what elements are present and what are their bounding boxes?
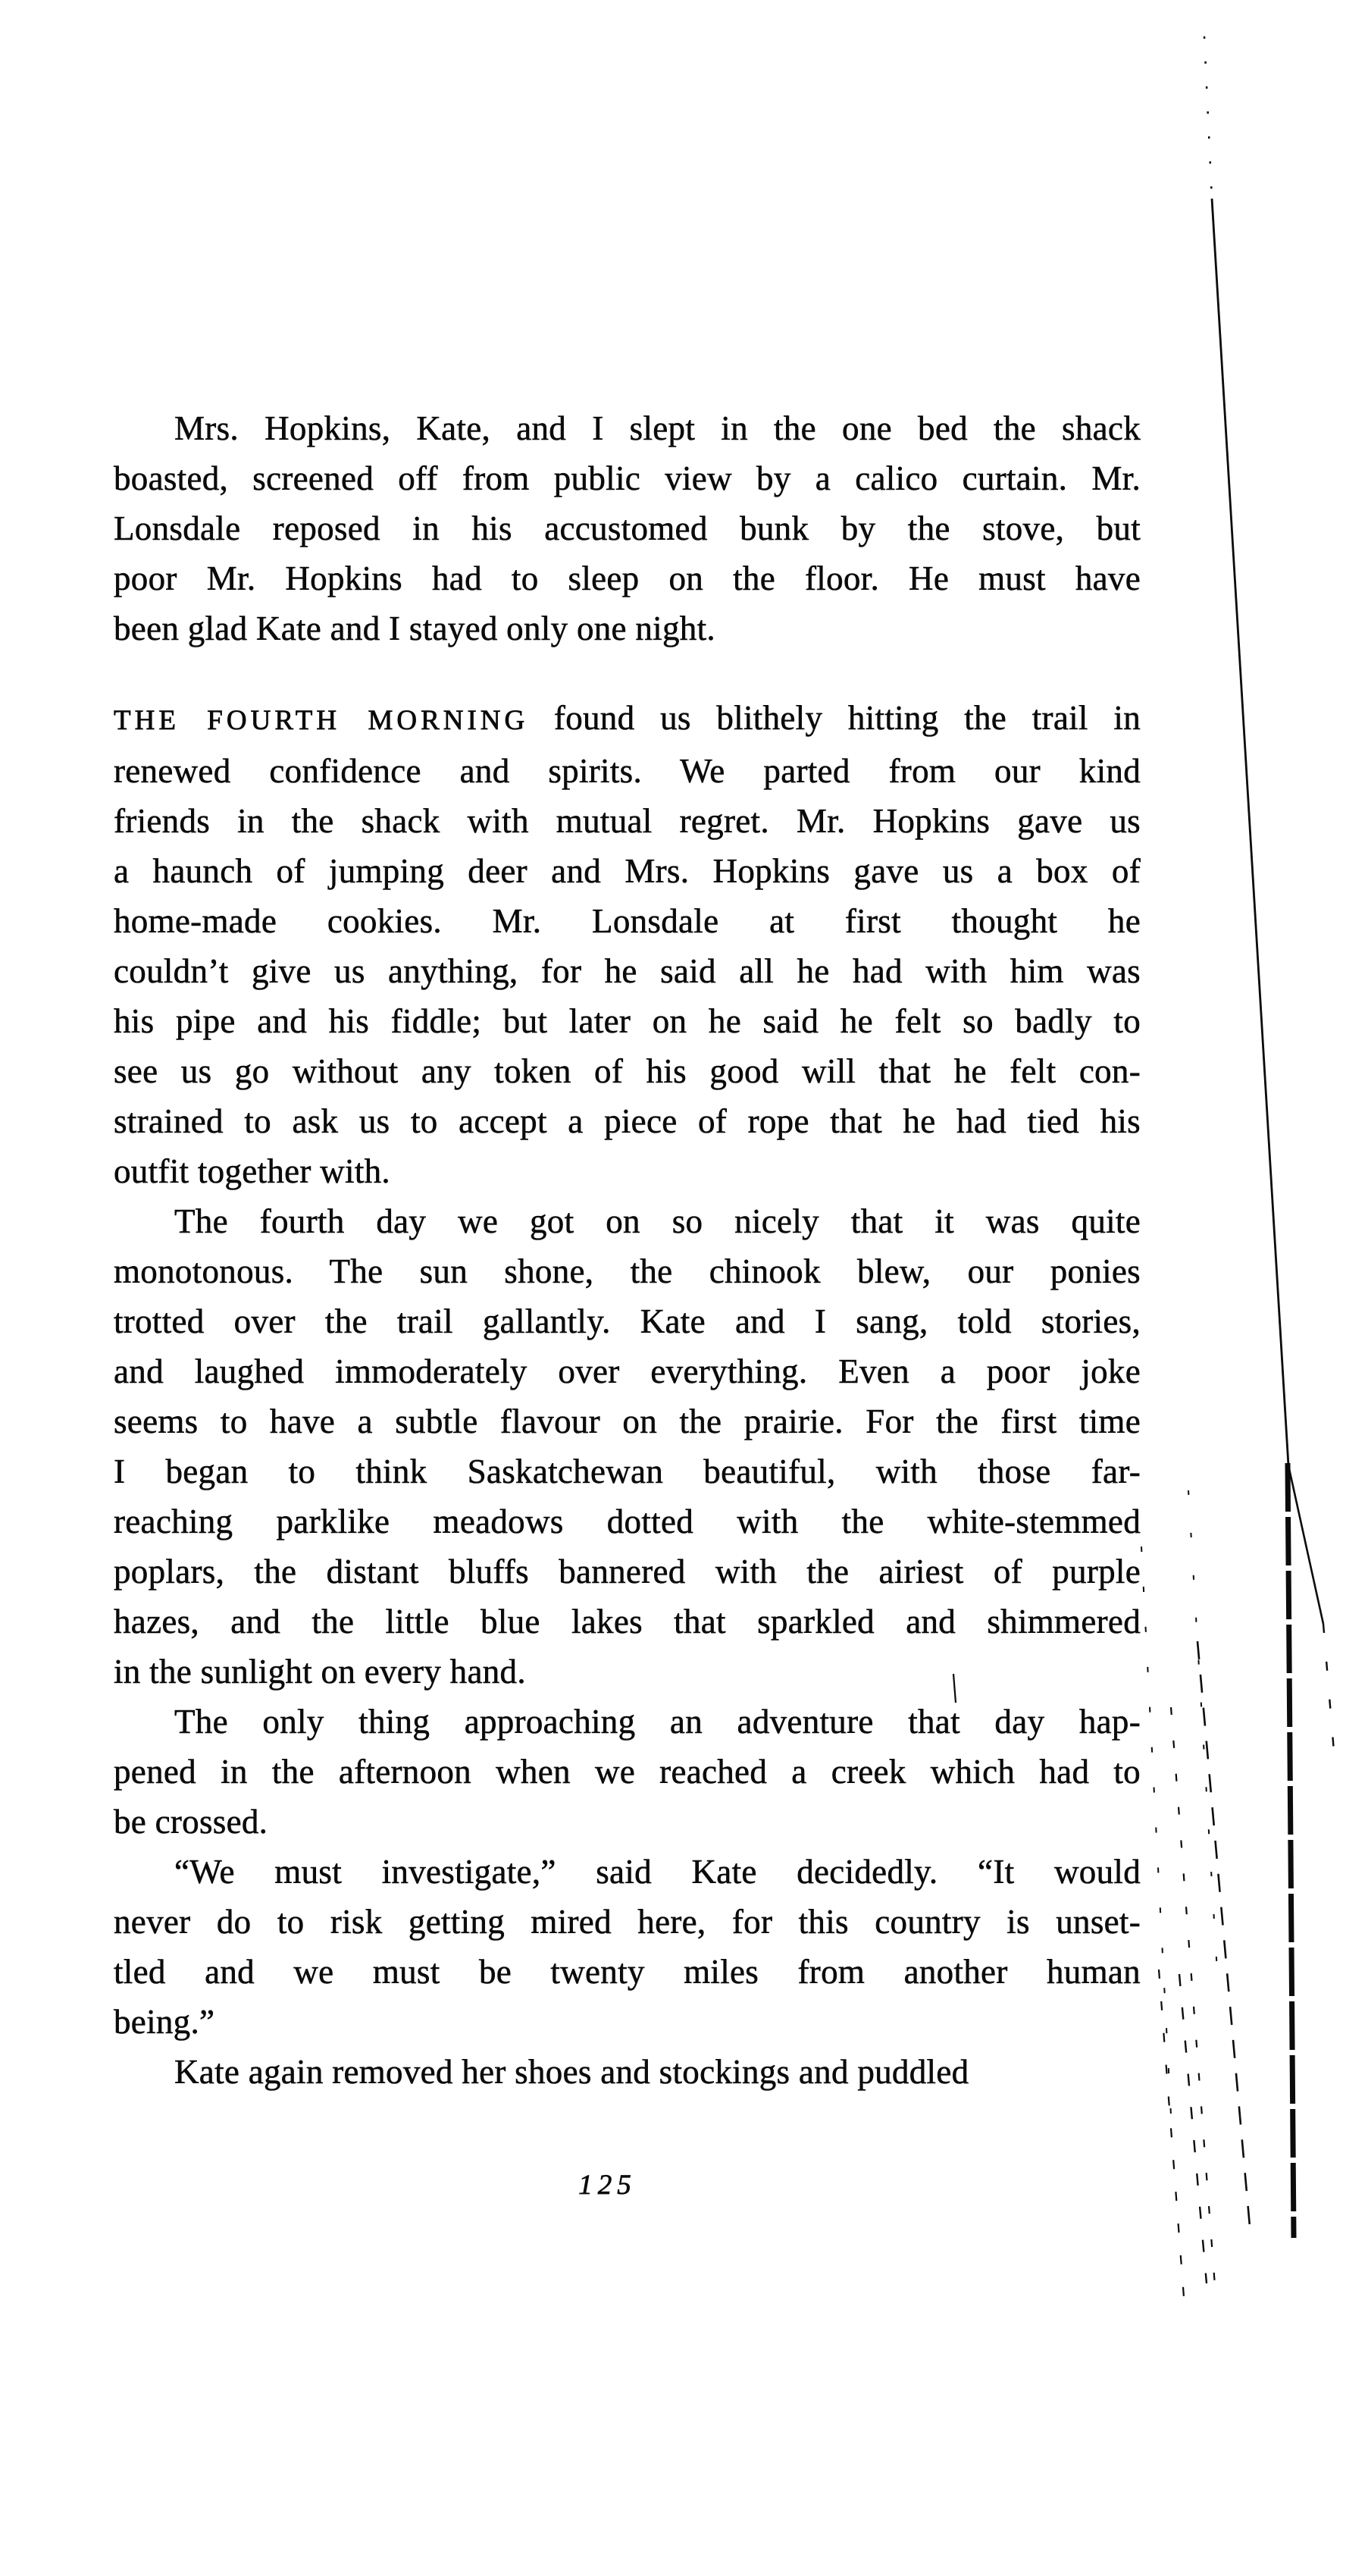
paragraph	[114, 403, 1141, 653]
text-line: be crossed.	[114, 1803, 268, 1841]
paragraph	[114, 1847, 1141, 2047]
scan-streak	[1197, 1641, 1251, 2235]
text-line: a haunch of jumping deer and Mrs. Hopkins gave us a box of	[114, 852, 1141, 890]
text-line: The fourth day we got on so nicely that it was quite	[174, 1202, 1141, 1240]
scan-streak	[1141, 1547, 1171, 2115]
text-line: “We must investigate,” said Kate decidedly. “It would	[174, 1853, 1141, 1891]
text-line: strained to ask us to accept a piece of rope that he had tied his	[114, 1102, 1141, 1140]
text-line: been glad Kate and I stayed only one night.	[114, 610, 715, 647]
text-line: tled and we must be twenty miles from another human	[114, 1953, 1141, 1991]
scan-streak	[1179, 1974, 1207, 2283]
smallcaps-lead: THE FOURTH MORNING	[114, 705, 529, 736]
scan-streak	[1212, 199, 1288, 1465]
paragraph	[114, 1196, 1141, 1697]
text-line: pened in the afternoon when we reached a creek which had to	[114, 1753, 1141, 1791]
text-line: being.”	[114, 2003, 215, 2041]
text-line: boasted, screened off from public view by a calico curtain. Mr.	[114, 459, 1141, 497]
text-line: outfit together with.	[114, 1152, 390, 1190]
scan-streak	[1204, 36, 1212, 199]
text-line: I began to think Saskatchewan beautiful, with those far-	[114, 1453, 1141, 1490]
text-line: in the sunlight on every hand.	[114, 1653, 526, 1691]
scan-streak	[1188, 1490, 1217, 1971]
text-line: home-made cookies. Mr. Lonsdale at first thought he	[114, 902, 1141, 940]
text-line: The only thing approaching an adventure that day hap-	[174, 1703, 1141, 1741]
page-number: 125	[578, 2170, 637, 2201]
scan-streak	[1323, 1624, 1335, 1769]
text-line: trotted over the trail gallantly. Kate and I sang, told stories,	[114, 1302, 1141, 1340]
text-line: monotonous. The sun shone, the chinook blew, our ponies	[114, 1252, 1141, 1290]
text-line: and laughed immoderately over everything. Even a poor joke	[114, 1352, 1141, 1390]
paragraph	[114, 1697, 1141, 1847]
text-line: reaching parklike meadows dotted with the white-stemmed	[114, 1503, 1141, 1540]
paragraph	[114, 693, 1141, 1196]
text-line: his pipe and his fiddle; but later on he said he felt so badly to	[114, 1002, 1141, 1040]
text-line: THE FOURTH MORNING found us blithely hitting the trail in	[114, 699, 1141, 737]
scan-streak	[1288, 1463, 1294, 2238]
scan-streak	[1171, 1707, 1216, 2296]
text-line: couldn’t give us anything, for he said all he had with him was	[114, 952, 1141, 990]
text-line: renewed confidence and spirits. We parted from our kind	[114, 752, 1141, 790]
paragraph	[114, 2047, 1141, 2097]
text-line: never do to risk getting mired here, for this country is unset-	[114, 1903, 1141, 1941]
text-line: Lonsdale reposed in his accustomed bunk by the stove, but	[114, 509, 1141, 547]
text-line: poor Mr. Hopkins had to sleep on the floor. He must have	[114, 559, 1141, 597]
text-line: poplars, the distant bluffs bannered with the airiest of purple	[114, 1553, 1141, 1590]
text-line: friends in the shack with mutual regret. Mr. Hopkins gave us	[114, 802, 1141, 840]
text-line: Mrs. Hopkins, Kate, and I slept in the one bed the shack	[174, 409, 1141, 447]
scan-streak	[1159, 1970, 1184, 2297]
scan-streak	[1288, 1465, 1323, 1624]
text-column	[114, 403, 1141, 2211]
text-line: Kate again removed her shoes and stockings and puddled	[174, 2053, 969, 2091]
text-line: hazes, and the little blue lakes that sparkled and shimmered	[114, 1603, 1141, 1641]
text-line: see us go without any token of his good will that he felt con-	[114, 1052, 1141, 1090]
text-line: seems to have a subtle flavour on the prairie. For the first time	[114, 1402, 1141, 1440]
